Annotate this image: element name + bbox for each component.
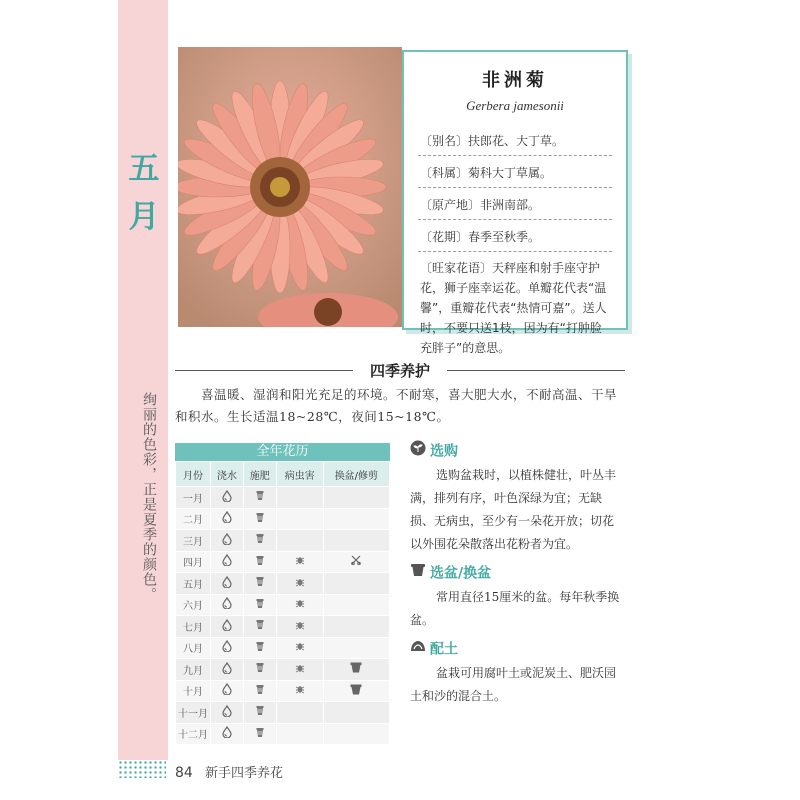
calendar-cell-fert	[243, 637, 276, 659]
calendar-cell-water	[211, 616, 244, 638]
calendar-cell-water	[211, 723, 244, 745]
calendar-month: 三月	[176, 530, 211, 552]
calendar-cell-water	[211, 530, 244, 552]
info-row-label: 〔原产地〕	[420, 198, 481, 212]
book-title: 新手四季养花	[204, 766, 283, 781]
calendar-cell-fert	[243, 508, 276, 530]
info-row-label: 〔科属〕	[420, 166, 469, 180]
info-row	[418, 188, 612, 220]
watering-icon	[222, 705, 232, 720]
calendar-cell-repot	[323, 487, 389, 509]
calendar-cell-pest	[276, 508, 323, 530]
info-row	[418, 156, 612, 188]
calendar-cell-fert	[243, 551, 276, 573]
info-row-text: 非洲南部。	[480, 198, 541, 212]
pest-icon	[295, 641, 305, 654]
calendar-header-cell: 换盆/修剪	[323, 462, 389, 487]
plant-info-card	[402, 50, 628, 355]
calendar-row	[176, 659, 390, 681]
section-heading	[175, 360, 625, 380]
calendar-cell-pest	[276, 530, 323, 552]
flower-photo	[178, 47, 402, 327]
calendar-cell-pest	[276, 659, 323, 681]
calendar-month: 十一月	[176, 702, 211, 724]
soil-icon	[410, 638, 426, 661]
fertilizer-icon	[255, 533, 265, 547]
calendar-cell-repot	[323, 702, 389, 724]
pest-icon	[295, 555, 305, 568]
watering-icon	[222, 726, 232, 741]
calendar-month: 八月	[176, 637, 211, 659]
info-row-text: 菊科大丁草属。	[468, 166, 553, 180]
annual-calendar	[175, 443, 390, 745]
fertilizer-icon	[255, 727, 265, 741]
calendar-cell-fert	[243, 573, 276, 595]
calendar-row	[176, 487, 390, 509]
care-section-title: 选购	[430, 443, 458, 460]
calendar-cell-pest	[276, 702, 323, 724]
calendar-cell-repot	[323, 723, 389, 745]
calendar-cell-water	[211, 551, 244, 573]
calendar-cell-fert	[243, 702, 276, 724]
pest-icon	[295, 620, 305, 633]
calendar-cell-pest	[276, 573, 323, 595]
info-row-text: 春季至秋季。	[468, 230, 541, 244]
info-row	[418, 220, 612, 252]
calendar-cell-pest	[276, 680, 323, 702]
calendar-month: 十月	[176, 680, 211, 702]
calendar-cell-water	[211, 508, 244, 530]
calendar-cell-water	[211, 659, 244, 681]
calendar-cell-water	[211, 637, 244, 659]
fertilizer-icon	[255, 684, 265, 698]
calendar-cell-fert	[243, 616, 276, 638]
calendar-cell-repot	[323, 616, 389, 638]
sidebar-strip	[118, 0, 168, 760]
pest-icon	[295, 663, 305, 676]
info-row-label: 〔旺家花语〕	[420, 261, 493, 275]
intro-paragraph: 喜温暖、湿润和阳光充足的环境。不耐寒，喜大肥大水，不耐高温、干旱和积水。生长适温18~28℃，夜间15~18℃。	[175, 387, 618, 424]
care-section-text: 常用直径15厘米的盆。每年秋季换盆。	[410, 590, 620, 627]
fertilizer-icon	[255, 619, 265, 633]
watering-icon	[222, 662, 232, 677]
gerbera-flower-illustration	[178, 47, 402, 327]
calendar-title: 全年花历	[175, 443, 390, 461]
sidebar-slogan: 绚丽的色彩，正是夏季的颜色。	[141, 392, 157, 602]
month-title: 五月	[128, 151, 160, 235]
info-row-text: 扶郎花、大丁草。	[468, 134, 565, 148]
scissors-icon	[351, 555, 361, 568]
calendar-month: 四月	[176, 551, 211, 573]
fertilizer-icon	[255, 576, 265, 590]
calendar-row	[176, 680, 390, 702]
calendar-cell-repot	[323, 551, 389, 573]
care-section-title: 配土	[430, 641, 458, 658]
calendar-cell-fert	[243, 530, 276, 552]
watering-icon	[222, 533, 232, 548]
watering-icon	[222, 576, 232, 591]
care-section-heading	[410, 440, 625, 462]
watering-icon	[222, 683, 232, 698]
calendar-cell-pest	[276, 487, 323, 509]
pot-icon	[350, 684, 362, 698]
care-section-heading	[410, 562, 625, 584]
calendar-month: 九月	[176, 659, 211, 681]
plant-icon	[410, 440, 426, 463]
info-row	[418, 124, 612, 156]
care-section-title: 选盆/换盆	[430, 565, 492, 582]
calendar-cell-repot	[323, 573, 389, 595]
info-row-label: 〔花期〕	[420, 230, 469, 244]
calendar-row	[176, 723, 390, 745]
fertilizer-icon	[255, 490, 265, 504]
calendar-row	[176, 594, 390, 616]
calendar-month: 十二月	[176, 723, 211, 745]
calendar-cell-pest	[276, 637, 323, 659]
calendar-cell-fert	[243, 723, 276, 745]
calendar-row	[176, 508, 390, 530]
calendar-month: 五月	[176, 573, 211, 595]
calendar-cell-fert	[243, 659, 276, 681]
calendar-row	[176, 573, 390, 595]
info-row-label: 〔别名〕	[420, 134, 469, 148]
watering-icon	[222, 640, 232, 655]
page-number: 84	[175, 765, 193, 781]
calendar-header-cell: 浇水	[211, 462, 244, 487]
plant-latin-name: Gerbera jamesonii	[466, 98, 564, 113]
calendar-cell-repot	[323, 680, 389, 702]
care-section-text: 选购盆栽时，以植株健壮，叶丛丰满，排列有序，叶色深绿为宜；无缺损、无病虫，至少有一朵花开放；切花以外围花朵散落出花粉者为宜。	[410, 468, 617, 551]
calendar-cell-water	[211, 680, 244, 702]
care-sections	[410, 440, 625, 714]
calendar-cell-repot	[323, 659, 389, 681]
calendar-month: 七月	[176, 616, 211, 638]
fertilizer-icon	[255, 598, 265, 612]
calendar-month: 六月	[176, 594, 211, 616]
calendar-cell-water	[211, 573, 244, 595]
calendar-header-cell: 病虫害	[276, 462, 323, 487]
decorative-dots	[118, 760, 166, 778]
calendar-row	[176, 637, 390, 659]
calendar-cell-fert	[243, 487, 276, 509]
calendar-cell-repot	[323, 508, 389, 530]
fertilizer-icon	[255, 641, 265, 655]
care-section-text: 盆栽可用腐叶土或泥炭土、肥沃园土和沙的混合土。	[410, 666, 617, 703]
watering-icon	[222, 511, 232, 526]
info-row	[418, 252, 612, 364]
calendar-cell-water	[211, 702, 244, 724]
info-row-text: 天秤座和射手座守护花，狮子座幸运花。单瓣花代表“温馨”，重瓣花代表“热情可嘉”。送人时，不要只送1枝，因为有“打肿脸充胖子”的意思。	[420, 261, 607, 355]
plant-name: 非洲菊	[482, 70, 548, 91]
calendar-row	[176, 616, 390, 638]
pest-icon	[295, 684, 305, 697]
calendar-cell-water	[211, 594, 244, 616]
calendar-cell-repot	[323, 637, 389, 659]
calendar-month: 一月	[176, 487, 211, 509]
calendar-cell-fert	[243, 594, 276, 616]
watering-icon	[222, 619, 232, 634]
calendar-cell-water	[211, 487, 244, 509]
fertilizer-icon	[255, 662, 265, 676]
calendar-header-cell: 月份	[176, 462, 211, 487]
watering-icon	[222, 597, 232, 612]
calendar-row	[176, 530, 390, 552]
section-title-text: 四季养护	[355, 360, 445, 381]
calendar-month: 二月	[176, 508, 211, 530]
calendar-cell-pest	[276, 616, 323, 638]
calendar-cell-pest	[276, 723, 323, 745]
pest-icon	[295, 577, 305, 590]
fertilizer-icon	[255, 705, 265, 719]
watering-icon	[222, 490, 232, 505]
watering-icon	[222, 554, 232, 569]
calendar-row	[176, 702, 390, 724]
calendar-cell-repot	[323, 594, 389, 616]
calendar-cell-repot	[323, 530, 389, 552]
calendar-cell-fert	[243, 680, 276, 702]
info-rows	[404, 124, 626, 364]
fertilizer-icon	[255, 512, 265, 526]
fertilizer-icon	[255, 555, 265, 569]
care-section-heading	[410, 638, 625, 660]
calendar-cell-pest	[276, 594, 323, 616]
page-footer	[175, 762, 283, 781]
calendar-header-cell: 施肥	[243, 462, 276, 487]
calendar-row	[176, 551, 390, 573]
pest-icon	[295, 598, 305, 611]
calendar-table	[175, 461, 390, 745]
calendar-cell-pest	[276, 551, 323, 573]
pot-icon	[350, 662, 362, 676]
pot-icon	[410, 562, 426, 585]
